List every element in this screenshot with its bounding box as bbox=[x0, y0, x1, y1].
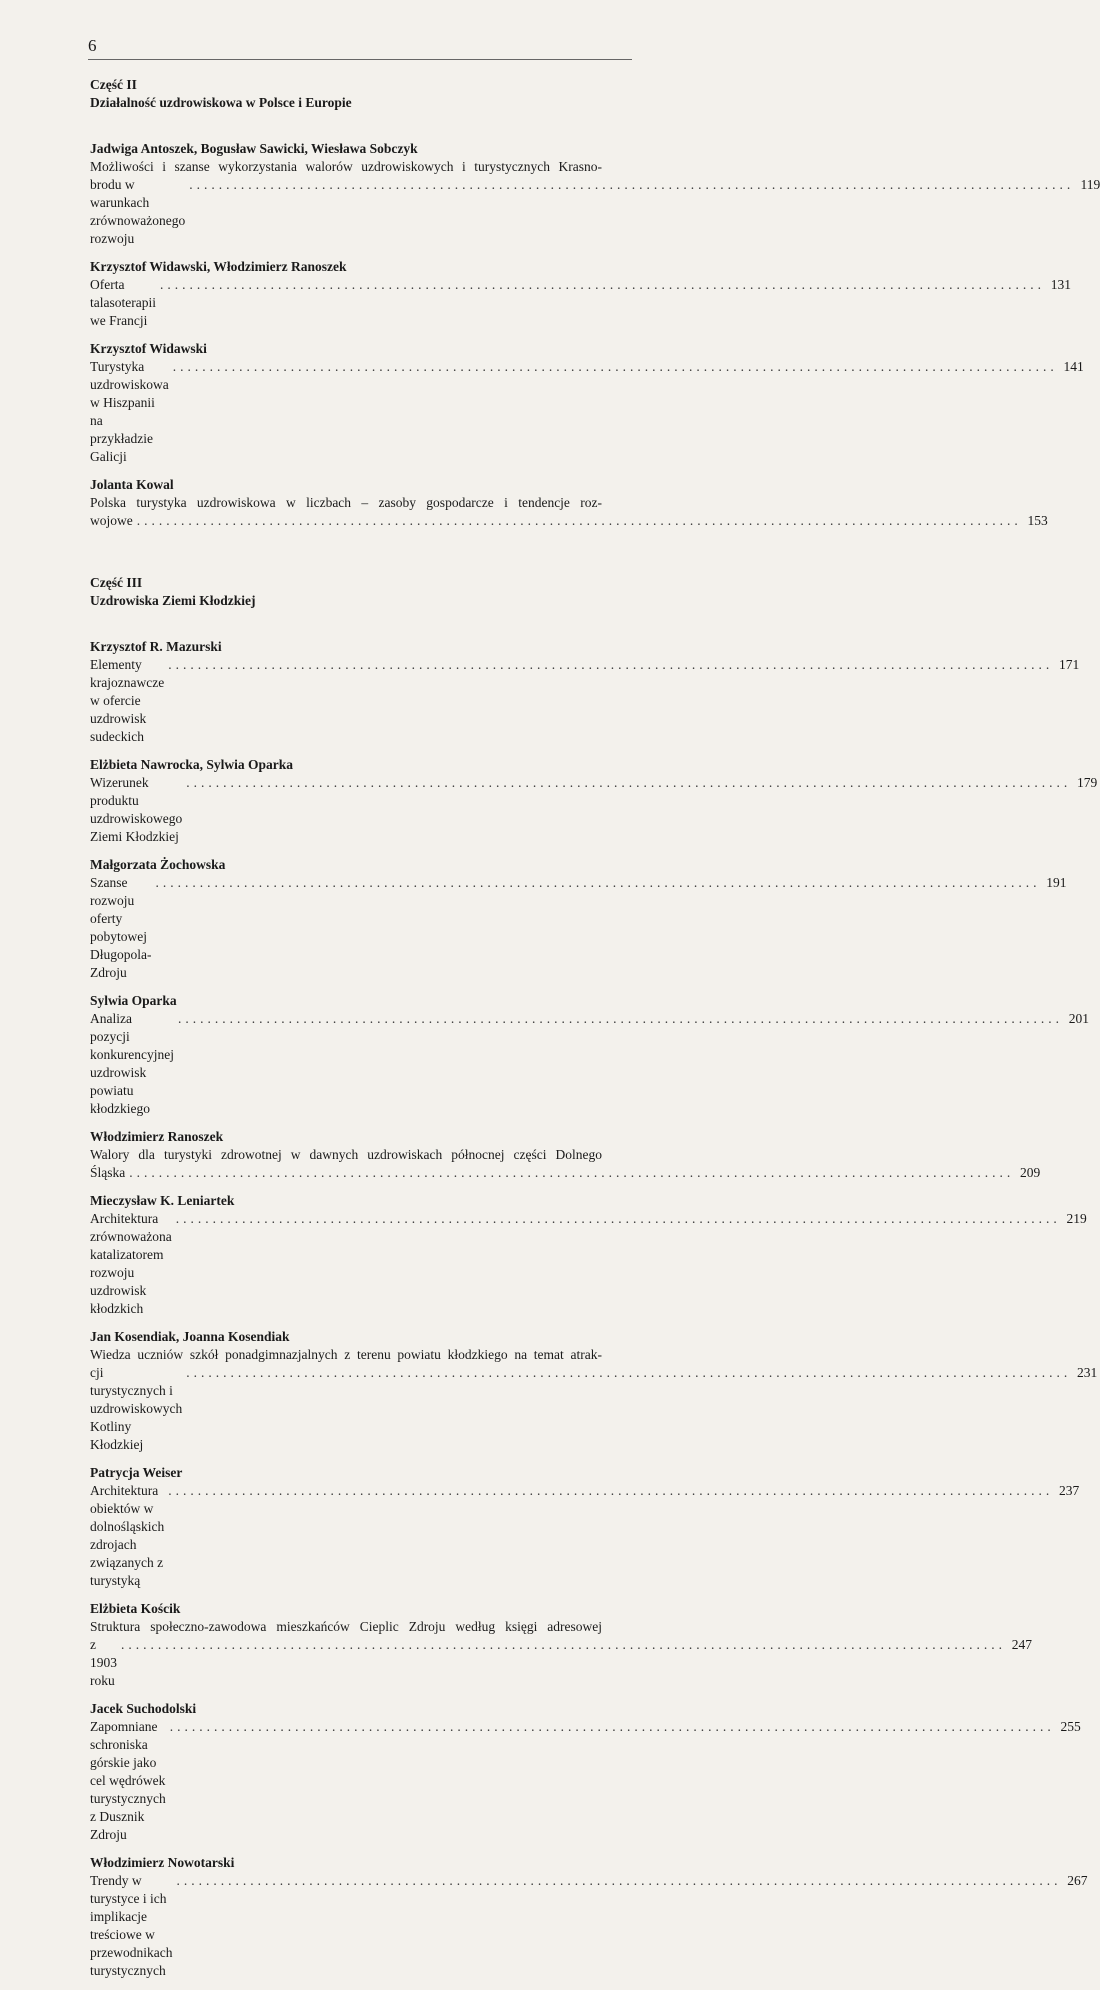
page-number: 6 bbox=[88, 36, 97, 55]
toc-entry[interactable] bbox=[90, 1192, 1087, 1318]
dot-leader: ........................................................................................................................ bbox=[186, 1365, 1072, 1380]
entry-title-row bbox=[90, 1164, 1041, 1182]
entry-title-row bbox=[90, 176, 1100, 248]
dot-leader: ........................................................................................................................ bbox=[169, 1719, 1055, 1734]
entry-title: Wizerunek produktu uzdrowiskowego Ziemi Kłodzkiej bbox=[90, 775, 183, 844]
entry-page-number: 191 bbox=[1046, 875, 1067, 890]
entry-author: Krzysztof R. Mazurski bbox=[90, 639, 222, 654]
entry-title: z 1903 roku bbox=[90, 1637, 117, 1688]
entry-title: Śląska bbox=[90, 1165, 126, 1180]
dot-leader: ........................................................................................................................ bbox=[177, 1011, 1063, 1026]
header-rule bbox=[88, 59, 632, 60]
toc-entry[interactable] bbox=[90, 856, 1067, 982]
entry-page-number: 247 bbox=[1011, 1637, 1032, 1652]
dot-leader: ........................................................................................................................ bbox=[186, 775, 1072, 790]
entry-title: Elementy krajoznawcze w ofercie uzdrowisk sudeckich bbox=[90, 657, 165, 744]
entry-title: Architektura obiektów w dolnośląskich zdrojach związanych z turystyką bbox=[90, 1483, 165, 1588]
entry-page-number: 201 bbox=[1068, 1011, 1089, 1026]
dot-leader: ........................................................................................................................ bbox=[159, 277, 1045, 292]
entry-title-line: Wiedza uczniów szkół ponadgimnazjalnych z terenu powiatu kłodzkiego na temat atrak- bbox=[90, 1347, 602, 1362]
entry-author: Jadwiga Antoszek, Bogusław Sawicki, Wiesława Sobczyk bbox=[90, 141, 418, 156]
entry-author: Małgorzata Żochowska bbox=[90, 857, 226, 872]
entry-title-row bbox=[90, 358, 1084, 466]
entry-title: Trendy w turystyce i ich implikacje treściowe w przewodnikach turystycznych bbox=[90, 1873, 173, 1978]
entry-title-row bbox=[90, 1210, 1087, 1318]
entry-title: Turystyka uzdrowiskowa w Hiszpanii na przykładzie Galicji bbox=[90, 359, 169, 464]
entry-page-number: 255 bbox=[1060, 1719, 1081, 1734]
dot-leader: ........................................................................................................................ bbox=[168, 1483, 1054, 1498]
entry-page-number: 237 bbox=[1059, 1483, 1080, 1498]
entry-author: Krzysztof Widawski bbox=[90, 341, 207, 356]
part-heading bbox=[90, 76, 602, 112]
entry-page-number: 171 bbox=[1058, 657, 1080, 672]
entry-title: wojowe bbox=[90, 513, 133, 528]
entry-title-line: Możliwości i szanse wykorzystania walorów uzdrowiskowych i turystycznych Krasno- bbox=[90, 159, 602, 174]
entry-page-number: 209 bbox=[1020, 1165, 1041, 1180]
toc-entry[interactable] bbox=[90, 476, 1048, 530]
entry-author: Jacek Suchodolski bbox=[90, 1701, 197, 1716]
toc-entry[interactable] bbox=[90, 1854, 1088, 1980]
entry-title-row bbox=[90, 1364, 1098, 1454]
entry-page-number: 131 bbox=[1050, 277, 1071, 292]
entry-title: Zapomniane schroniska górskie jako cel wędrówek turystycznych z Dusznik Zdroju bbox=[90, 1719, 166, 1842]
toc-entry[interactable] bbox=[90, 140, 1100, 248]
entry-title-row bbox=[90, 774, 1098, 846]
dot-leader: ........................................................................................................................ bbox=[176, 1873, 1062, 1888]
entry-title: Architektura zrównoważona katalizatorem rozwoju uzdrowisk kłodzkich bbox=[90, 1211, 172, 1316]
entry-page-number: 231 bbox=[1076, 1365, 1098, 1380]
toc-entry[interactable] bbox=[90, 340, 1084, 466]
entry-author: Mieczysław K. Leniartek bbox=[90, 1193, 235, 1208]
entry-title-row bbox=[90, 1482, 1080, 1590]
entry-title-row bbox=[90, 1636, 1032, 1690]
entry-title: Oferta talasoterapii we Francji bbox=[90, 277, 156, 328]
part-label: Część II bbox=[90, 77, 137, 92]
toc-entry[interactable] bbox=[90, 1128, 1041, 1182]
dot-leader: ........................................................................................................................ bbox=[136, 513, 1022, 528]
entry-title: cji turystycznych i uzdrowiskowych Kotliny Kłodzkiej bbox=[90, 1365, 183, 1452]
toc-entry[interactable] bbox=[90, 258, 1071, 330]
entry-title-row bbox=[90, 512, 1048, 530]
entry-title-line: Polska turystyka uzdrowiskowa w liczbach – zasoby gospodarcze i tendencje roz- bbox=[90, 495, 602, 510]
entry-title: Szanse rozwoju oferty pobytowej Długopola-Zdroju bbox=[90, 875, 152, 980]
toc-entry[interactable] bbox=[90, 1600, 1032, 1690]
toc-entry[interactable] bbox=[90, 1328, 1098, 1454]
dot-leader: ........................................................................................................................ bbox=[172, 359, 1058, 374]
dot-leader: ........................................................................................................................ bbox=[189, 177, 1075, 192]
dot-leader: ........................................................................................................................ bbox=[168, 657, 1054, 672]
toc-entry[interactable] bbox=[90, 1700, 1081, 1844]
entry-page-number: 153 bbox=[1027, 513, 1048, 528]
dot-leader: ........................................................................................................................ bbox=[129, 1165, 1015, 1180]
entry-title-row bbox=[90, 656, 1080, 746]
entry-author: Jan Kosendiak, Joanna Kosendiak bbox=[90, 1329, 290, 1344]
toc-entry[interactable] bbox=[90, 992, 1089, 1118]
dot-leader: ........................................................................................................................ bbox=[175, 1211, 1061, 1226]
dot-leader: ........................................................................................................................ bbox=[155, 875, 1041, 890]
entry-title-row bbox=[90, 1010, 1089, 1118]
entry-author: Włodzimierz Ranoszek bbox=[90, 1129, 224, 1144]
entry-page-number: 141 bbox=[1063, 359, 1084, 374]
entry-title-line: Walory dla turystyki zdrowotnej w dawnych uzdrowiskach północnej części Dolnego bbox=[90, 1147, 602, 1162]
entry-page-number: 119 bbox=[1080, 177, 1100, 192]
entry-author: Włodzimierz Nowotarski bbox=[90, 1855, 235, 1870]
dot-leader: ........................................................................................................................ bbox=[121, 1637, 1006, 1652]
entry-title-row bbox=[90, 1718, 1081, 1844]
entry-author: Elżbieta Kościk bbox=[90, 1601, 181, 1616]
entry-title-line: Struktura społeczno-zawodowa mieszkańców Cieplic Zdroju według księgi adresowej bbox=[90, 1619, 602, 1634]
toc-entry[interactable] bbox=[90, 638, 1080, 746]
toc-entry[interactable] bbox=[90, 1464, 1080, 1590]
entry-author: Krzysztof Widawski, Włodzimierz Ranoszek bbox=[90, 259, 347, 274]
entry-author: Sylwia Oparka bbox=[90, 993, 177, 1008]
part-label: Część III bbox=[90, 575, 143, 590]
entry-page-number: 267 bbox=[1067, 1873, 1088, 1888]
entry-title: Analiza pozycji konkurencyjnej uzdrowisk powiatu kłodzkiego bbox=[90, 1011, 174, 1116]
entry-author: Elżbieta Nawrocka, Sylwia Oparka bbox=[90, 757, 294, 772]
entry-title-row bbox=[90, 1872, 1088, 1980]
entry-page-number: 179 bbox=[1076, 775, 1098, 790]
table-of-contents bbox=[90, 76, 1100, 1990]
entry-title: brodu w warunkach zrównoważonego rozwoju bbox=[90, 177, 186, 246]
entry-title-row bbox=[90, 276, 1071, 330]
part-title: Uzdrowiska Ziemi Kłodzkiej bbox=[90, 593, 256, 608]
entry-author: Patrycja Weiser bbox=[90, 1465, 183, 1480]
part-heading bbox=[90, 574, 602, 610]
entry-page-number: 219 bbox=[1066, 1211, 1087, 1226]
part-title: Działalność uzdrowiskowa w Polsce i Europie bbox=[90, 95, 352, 110]
entry-author: Jolanta Kowal bbox=[90, 477, 174, 492]
entry-title-row bbox=[90, 874, 1067, 982]
toc-entry[interactable] bbox=[90, 756, 1098, 846]
